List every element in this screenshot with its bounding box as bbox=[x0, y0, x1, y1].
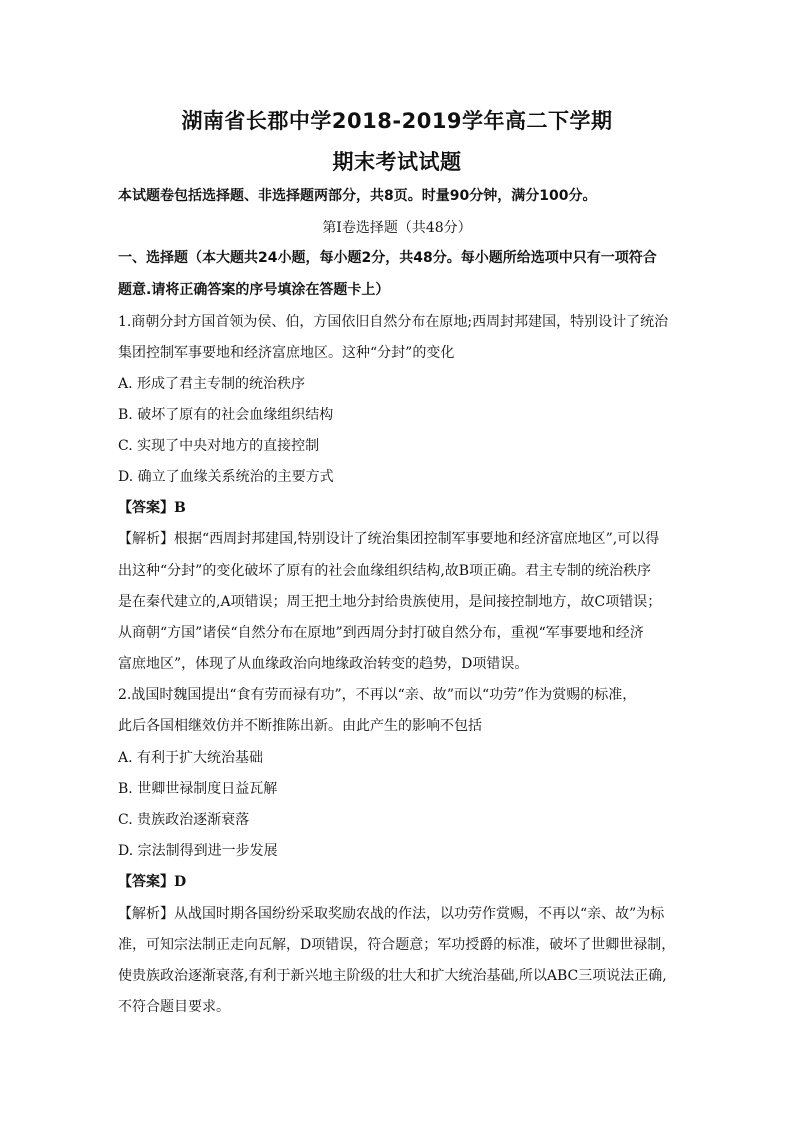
question-1-analysis: 富庶地区”，体现了从血缘政治向地缘政治转变的趋势，D项错误。 bbox=[118, 656, 529, 672]
question-1-stem: 集团控制军事要地和经济富庶地区。这种“分封”的变化 bbox=[118, 345, 455, 361]
question-2-analysis: 使贵族政治逐渐衰落,有利于新兴地主阶级的壮大和扩大统治基础,所以ABC三项说法正确, bbox=[118, 968, 667, 984]
question-2-analysis: 准，可知宗法制正走向瓦解，D项错误，符合题意；军功授爵的标准，破坏了世卿世禄制， bbox=[118, 937, 676, 953]
question-2-stem: 此后各国相继效仿并不断推陈出新。由此产生的影响不包括 bbox=[118, 718, 482, 734]
question-2-answer: 【答案】D bbox=[118, 874, 187, 890]
instructions-line: 一、选择题（本大题共24小题，每小题2分，共48分。每小题所给选项中只有一项符合 bbox=[118, 250, 657, 266]
question-1-stem: 1.商朝分封方国首领为侯、伯，方国依旧自然分布在原地;西周封邦建国，特别设计了统治 bbox=[118, 314, 669, 330]
question-1-analysis: 是在秦代建立的,A项错误；周王把土地分封给贵族使用，是间接控制地方，故C项错误； bbox=[118, 594, 662, 610]
question-2-option-d: D. 宗法制得到进一步发展 bbox=[118, 843, 278, 859]
exam-intro: 本试题卷包括选择题、非选择题两部分，共8页。时量90分钟，满分100分。 bbox=[118, 188, 597, 204]
question-1-option-b: B. 破坏了原有的社会血缘组织结构 bbox=[118, 407, 334, 423]
section-title: 第I卷选择题（共48分） bbox=[322, 220, 472, 236]
question-2-analysis: 【解析】从战国时期各国纷纷采取奖励农战的作法，以功劳作赏赐，不再以“亲、故”为标 bbox=[118, 906, 665, 922]
question-2-stem: 2.战国时魏国提出“食有劳而禄有功”，不再以“亲、故”而以“功劳”作为赏赐的标准， bbox=[118, 687, 637, 703]
question-1-analysis: 出这种“分封”的变化破坏了原有的社会血缘组织结构,故B项正确。君主专制的统治秩序 bbox=[118, 563, 652, 579]
question-2-option-c: C. 贵族政治逐渐衰落 bbox=[118, 812, 250, 828]
document-subtitle: 期末考试试题 bbox=[332, 150, 462, 174]
question-1-option-d: D. 确立了血缘关系统治的主要方式 bbox=[118, 469, 334, 485]
question-1-analysis: 从商朝“方国”诸侯“自然分布在原地”到西周分封打破自然分布，重视“军事要地和经济 bbox=[118, 625, 644, 641]
document-title: 湖南省长郡中学2018-2019学年高二下学期 bbox=[181, 109, 613, 133]
question-1-analysis: 【解析】根据“西周封邦建国,特别设计了统治集团控制军事要地和经济富庶地区”,可以得 bbox=[118, 531, 660, 547]
question-1-answer: 【答案】B bbox=[118, 500, 186, 516]
question-1-option-c: C. 实现了中央对地方的直接控制 bbox=[118, 438, 320, 454]
instructions-line: 题意.请将正确答案的序号填涂在答题卡上） bbox=[118, 282, 390, 298]
question-1-option-a: A. 形成了君主专制的统治秩序 bbox=[118, 376, 306, 392]
question-2-analysis: 不符合题目要求。 bbox=[118, 999, 230, 1015]
question-2-option-a: A. 有利于扩大统治基础 bbox=[118, 750, 264, 766]
question-2-option-b: B. 世卿世禄制度日益瓦解 bbox=[118, 781, 278, 797]
